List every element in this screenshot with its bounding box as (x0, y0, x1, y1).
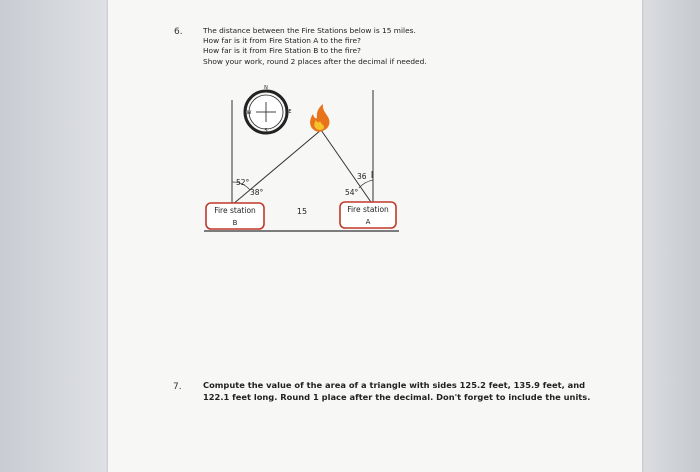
question-6-line-1: The distance between the Fire Stations below is 15 miles. (203, 26, 416, 35)
question-6-number: 6. (174, 27, 183, 37)
question-6-line-3: How far is it from Fire Station B to the fire? (203, 46, 361, 56)
station-a-line-1: Fire station (347, 205, 389, 214)
question-7-number: 7. (173, 382, 182, 392)
angle-arc-a (359, 180, 373, 188)
angle-b-inner-label: 38° (250, 188, 264, 197)
fire-station-b-box (206, 203, 264, 229)
angle-a-outer-label: 36 (357, 172, 367, 181)
line-b-to-fire (232, 130, 321, 205)
angle-a-inner-label: 54° (345, 188, 359, 197)
angle-b-outer-label: 52° (236, 178, 250, 187)
station-b-line-2: B (232, 219, 238, 227)
compass-east-label: E (288, 109, 292, 115)
compass-north-label: N (264, 85, 268, 91)
fire-icon (310, 104, 329, 132)
distance-label: 15 (296, 207, 308, 216)
fire-station-a-box (340, 202, 396, 228)
question-6-line-4: Show your work, round 2 places after the decimal if needed. (203, 56, 427, 66)
question-6-line-2: How far is it from Fire Station A to the fire? (203, 36, 361, 46)
compass-south-label: S (264, 128, 268, 134)
question-7-text: Compute the value of the area of a triangle with sides 125.2 feet, 135.9 feet, and 122.1 feet long. Round 1 place after the decimal. Don't forget to include the units. (203, 380, 591, 402)
compass-icon (245, 85, 292, 134)
station-b-line-1: Fire station (214, 206, 256, 215)
station-a-line-2: A (365, 218, 371, 226)
compass-west-label: W (246, 110, 252, 116)
